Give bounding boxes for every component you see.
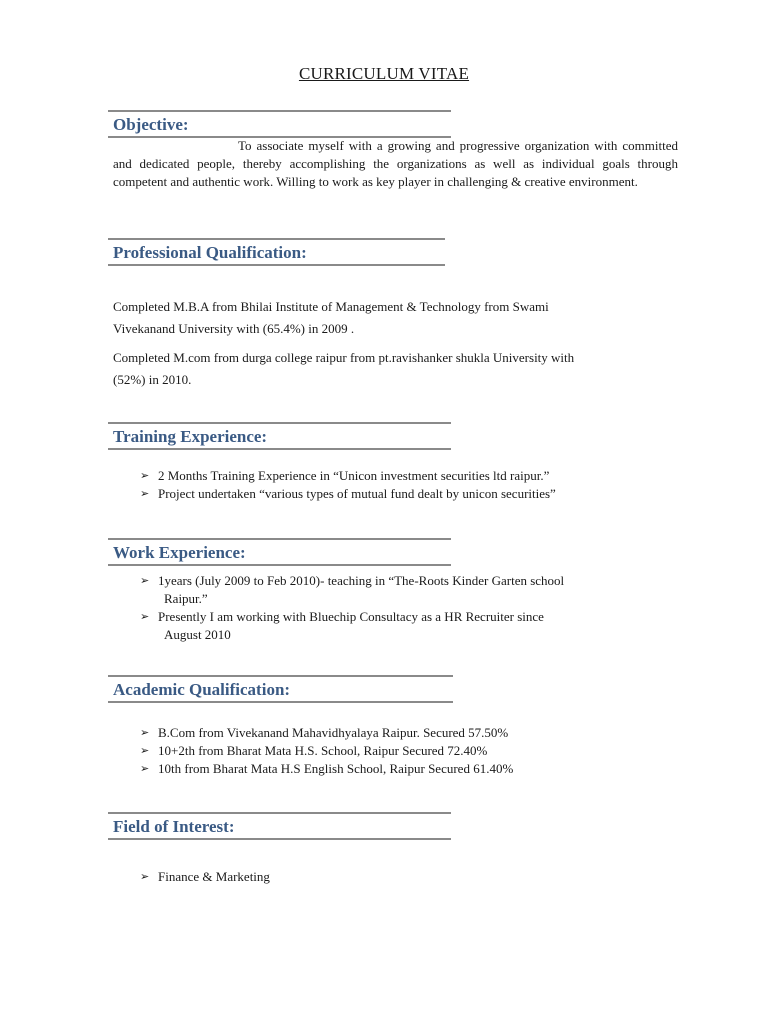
list-item: ➢ Presently I am working with Bluechip Consultacy as a HR Recruiter since August 2010	[140, 609, 544, 642]
arrow-bullet-icon: ➢	[140, 745, 150, 757]
professional-item	[113, 347, 683, 391]
list-item: ➢ 10th from Bharat Mata H.S English School, Raipur Secured 61.40%	[140, 761, 514, 776]
field-of-interest-heading: Field of Interest:	[108, 812, 451, 840]
professional-item-line: (52%) in 2010.	[113, 372, 192, 387]
interest-list	[140, 868, 270, 886]
objective-heading: Objective:	[108, 110, 451, 138]
list-item: ➢ 2 Months Training Experience in “Unicon investment securities ltd raipur.”	[140, 468, 550, 483]
work-experience-heading: Work Experience:	[108, 538, 451, 566]
professional-item-line: Completed M.com from durga college raipur from pt.ravishanker shukla University with	[113, 350, 575, 365]
objective-text: To associate myself with a growing and progressive organization with committed and dedicated people, thereby accomplishing the organizations as well as individual goals through competent and authentic work. Willing to work as key player in challenging & creative environment.	[113, 138, 678, 189]
arrow-bullet-icon: ➢	[140, 763, 150, 775]
professional-item	[113, 296, 683, 340]
professional-item-line: Vivekanand University with (65.4%) in 2009 .	[113, 321, 355, 336]
document-title: CURRICULUM VITAE	[298, 64, 470, 83]
work-list	[140, 572, 564, 644]
training-list	[140, 467, 556, 503]
list-item: ➢ Finance & Marketing	[140, 869, 270, 884]
arrow-bullet-icon: ➢	[140, 575, 150, 587]
academic-list	[140, 724, 513, 778]
professional-qualification-heading: Professional Qualification:	[108, 238, 445, 266]
arrow-bullet-icon: ➢	[140, 727, 150, 739]
list-item: ➢ 10+2th from Bharat Mata H.S. School, Raipur Secured 72.40%	[140, 743, 488, 758]
academic-qualification-heading: Academic Qualification:	[108, 675, 453, 703]
list-item: ➢ B.Com from Vivekanand Mahavidhyalaya Raipur. Secured 57.50%	[140, 725, 509, 740]
training-experience-heading: Training Experience:	[108, 422, 451, 450]
professional-item-line: Completed M.B.A from Bhilai Institute of Management & Technology from Swami	[113, 299, 549, 314]
arrow-bullet-icon: ➢	[140, 871, 150, 883]
list-item: ➢ 1years (July 2009 to Feb 2010)- teaching in “The-Roots Kinder Garten school Raipur.”	[140, 573, 565, 606]
arrow-bullet-icon: ➢	[140, 470, 150, 482]
list-item: ➢ Project undertaken “various types of mutual fund dealt by unicon securities”	[140, 486, 556, 501]
arrow-bullet-icon: ➢	[140, 488, 150, 500]
arrow-bullet-icon: ➢	[140, 611, 150, 623]
